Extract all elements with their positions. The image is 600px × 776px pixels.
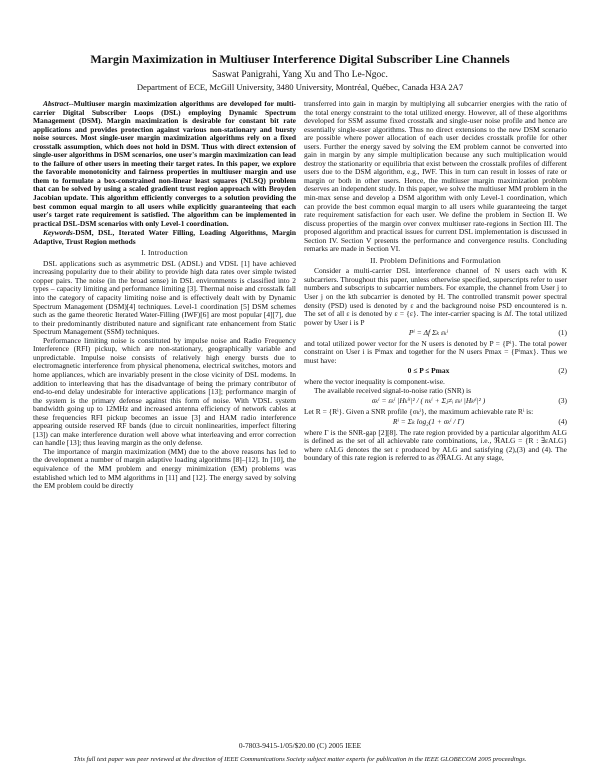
section-heading-introduction: I. Introduction [141,248,188,258]
equation-4-number: (4) [558,417,567,427]
problem-text-a: Consider a multi-carrier DSL interference channel of N users each with K subcarriers. Throughout this paper, unless otherwise specified, superscripts refer to user numbers and subscripts to subcarrier numbers. For example, the channel from User j to User j on the kth subcarrier is denoted by H [304,266,567,302]
equation-3-expr: σₖⁱ = εₖⁱ |Hₖⁱⁱ|² / ( nₖⁱ + Σⱼ≠ᵢ εₖʲ |Hₖʲⁱ|² ) [371,396,486,406]
keywords-lead: Keywords [43,228,73,238]
left-column [33,100,296,491]
abstract-lead: Abstract [43,99,69,108]
intro-paragraph-2: Performance limiting noise is constituted by impulse noise and Radio Frequency Interference (RFI) pickup, which are non-stationary, geographically variable and unpredictable. Impulse noise consists of relatively high energy bursts due to electromagnetic interference from physical phenomena, electrical switches, motors and home appliances, which are invariably present in the close vicinity of DSL modems. In addition to interleaving that has the disadvantage of being the primary contributor of end-to-end delay undesirable for interactive applications [13]; performance margin of the system is the primary defense against this form of noise. With VDSL system bandwidth going up to 12MHz and increased antenna efficiency of network cables at these frequencies RFI pickup becomes an issue [3] and HAM radio interference appearing outside reserved RF bands (due to circuit nonlinearities, imperfect filtering [13]) can make interference duration well above what interleaving and error correction can handle [13]; thus leaving margin as the only defense. [33,335,296,448]
keywords-text: -DSM, DSL, Iterated Water Filling, Loading Algorithms, Margin Adaptive, Trust Region methods [33,228,296,246]
intro-paragraph-1: DSL applications such as asymmetric DSL (ADSL) and VDSL [1] have achieved increasing popularity due to their ability to provide high data rates over simple twisted copper pairs. The noise (in the broad sense) in DSL environments is classified into 2 types – capacity limiting and performance limiting [3]. Thermal noise and crosstalk fall into the category of capacity limiting noise and is effectively dealt with by Dynamic Spectrum Management (DSM)[4] techniques. Level-1 coordination [5] DSM schemes such as the game theoretic Iterated Water-Filling (IWF)[6] are most popular [4][7], due to their predominantly distributed nature and significant rate enhancement from Static Spectrum Management (SSM) techniques. [33,258,296,337]
right-column [304,100,567,463]
problem-paragraph-5: Let R = {Rⁱ}. Given a SNR profile {σₖⁱ}, the maximum achievable rate Rⁱ is: [304,406,534,416]
copyright-code: 0-7803-9415-1/05/$20.00 (C) 2005 IEEE [238,741,362,750]
problem-paragraph-1 [304,267,567,327]
intro-paragraph-3: The importance of margin maximization (MM) due to the above reasons has led to the development a number of margin adaptive loading algorithms [8]–[12]. In [10], the equivalence of the MM problem and energy minimization (EM) problems was established which led to MM algorithms in [11] and [12]. The energy saved by solving the EM problem could be directly [33,446,296,491]
equation-4-expr: Rⁱ = Σₖ log₂(1 + σₖⁱ / Γ) [392,417,465,427]
problem-text-b: . The controlled transmit power spectral density (PSD) used is denoted by ε [304,292,567,310]
problem-text-d: . The set of all ε [304,300,567,319]
paper-authors: Saswat Panigrahi, Yang Xu and Tho Le-Ngoc. [212,70,388,80]
problem-text-e: is denoted by ε = {ε [349,309,413,319]
problem-paragraph-2: and total utilized power vector for the N users is denoted by P = {Pⁱ}. The total power constraint on User i is Pⁱmax and together for the N users Pmax = {Pⁱmax}. Thus we must have: [304,338,567,365]
problem-paragraph-6: where Γ is the SNR-gap [2][8]. The rate region provided by a particular algorithm ALG is defined as the set of all achievable rate combinations, i.e., ℜALG = {R : ∃εALG} where εALG denotes the set ε produced by ALG and satisfying (2),(3) and (4). The boundary of this rate region is referred to as ∂ℜALG. At any stage, [304,427,567,463]
keywords [33,229,296,246]
abstract-text: --Multiuser margin maximization algorithms are developed for multi-carrier Digital Subscriber Loops (DSL) employing Dynamic Spectrum Management (DSM). Margin maximization is desirable for constant bit rate applications and provides protection against various non-stationary and bursty noise sources. Most single-user margin maximization algorithms rely on a fixed crosstalk assumption, which does not hold in DSM. Thus with direct extension of single-user algorithms in DSM scenarios, one user's margin maximization can lead to the failure of other users in meeting their target rates. In this paper, we explore the favorable monotonicity and fairness properties in multiuser margin and use them to formulate a box-constrained non-linear least squares (NLSQ) problem that can be solved by using a scaled gradient trust region approach with Broyden Jacobian update. This algorithm efficiently converges to a solution providing the best common equal margin to all users while explicitly guaranteeing that each user's target rate requirement is satisfied. The algorithm can be implemented in practical DSL-DSM scenarios with only Level-1 coordination. [33,99,296,228]
problem-text-c: and the background noise PSD encountered is n [413,300,566,310]
equation-2-expr: 0 ≤ P ≤ Pmax [407,366,450,376]
abstract [33,100,296,228]
equation-1-number: (1) [558,328,567,338]
equation-1-expr: Pⁱ = Δf Σₖ εₖⁱ [408,328,449,338]
equation-4 [304,418,567,427]
paper-affiliation: Department of ECE, McGill University, 3480 University, Montréal, Québec, Canada H3A 2A7 [136,82,464,92]
equation-3-number: (3) [558,396,567,406]
equation-2 [304,367,567,376]
problem-paragraph-3: where the vector inequality is component-wise. [304,376,445,386]
peer-review-note: This full text paper was peer reviewed at the direction of IEEE Communications Society subject matter experts for publication in the IEEE GLOBECOM 2005 proceedings. [73,756,527,763]
section-heading-problem: II. Problem Definitions and Formulation [370,255,501,265]
intro-paragraph-4: transferred into gain in margin by multiplying all subcarrier energies with the ratio of the total energy constraint to the total utilized energy. However, all of these algorithms developed for SSM assume fixed crosstalk and single-user noise profile and hence are essentially single-user algorithms. Thus no direct extensions to the new DSM scenario are possible where power allocation of each user decides crosstalk profile for other users. Further the energy saved by solving the EM problem cannot be converted into gain in margin by any simple multiplication because any such multiplication would destroy the stationarity or equilibria that exist between the crosstalk profiles of different users due to the DSM algorithm, e.g., IWF. This in turn can result in losses of rate or margin or both in other users. Hence, the multiuser margin maximization problem deserves an independent study. In this paper, we solve the multiuser MM problem in the min-max sense and develop a DSM algorithm with only Level-1 coordination, which can provide the best common equal margin to all users while guaranteeing the target rate requirement satisfaction for each user. We define the problem in Section II. We discuss properties of the margin over convex multiuser rate-regions in Section III. The proposed algorithm and practical issues for current DSL implementation is discussed in Section IV. Section V presents the performance and convergence results. Concluding remarks are made in Section VI. [304,99,567,254]
equation-3 [304,397,567,406]
problem-text-f: }. The inter-carrier spacing is Δf. The total utilized power by User i is P [304,309,567,327]
equation-1 [304,329,567,338]
paper-title: Margin Maximization in Multiuser Interference Digital Subscriber Line Channels [90,52,510,66]
equation-2-number: (2) [558,366,567,376]
problem-paragraph-4: The available received signal-to-noise ratio (SNR) is [314,385,471,395]
